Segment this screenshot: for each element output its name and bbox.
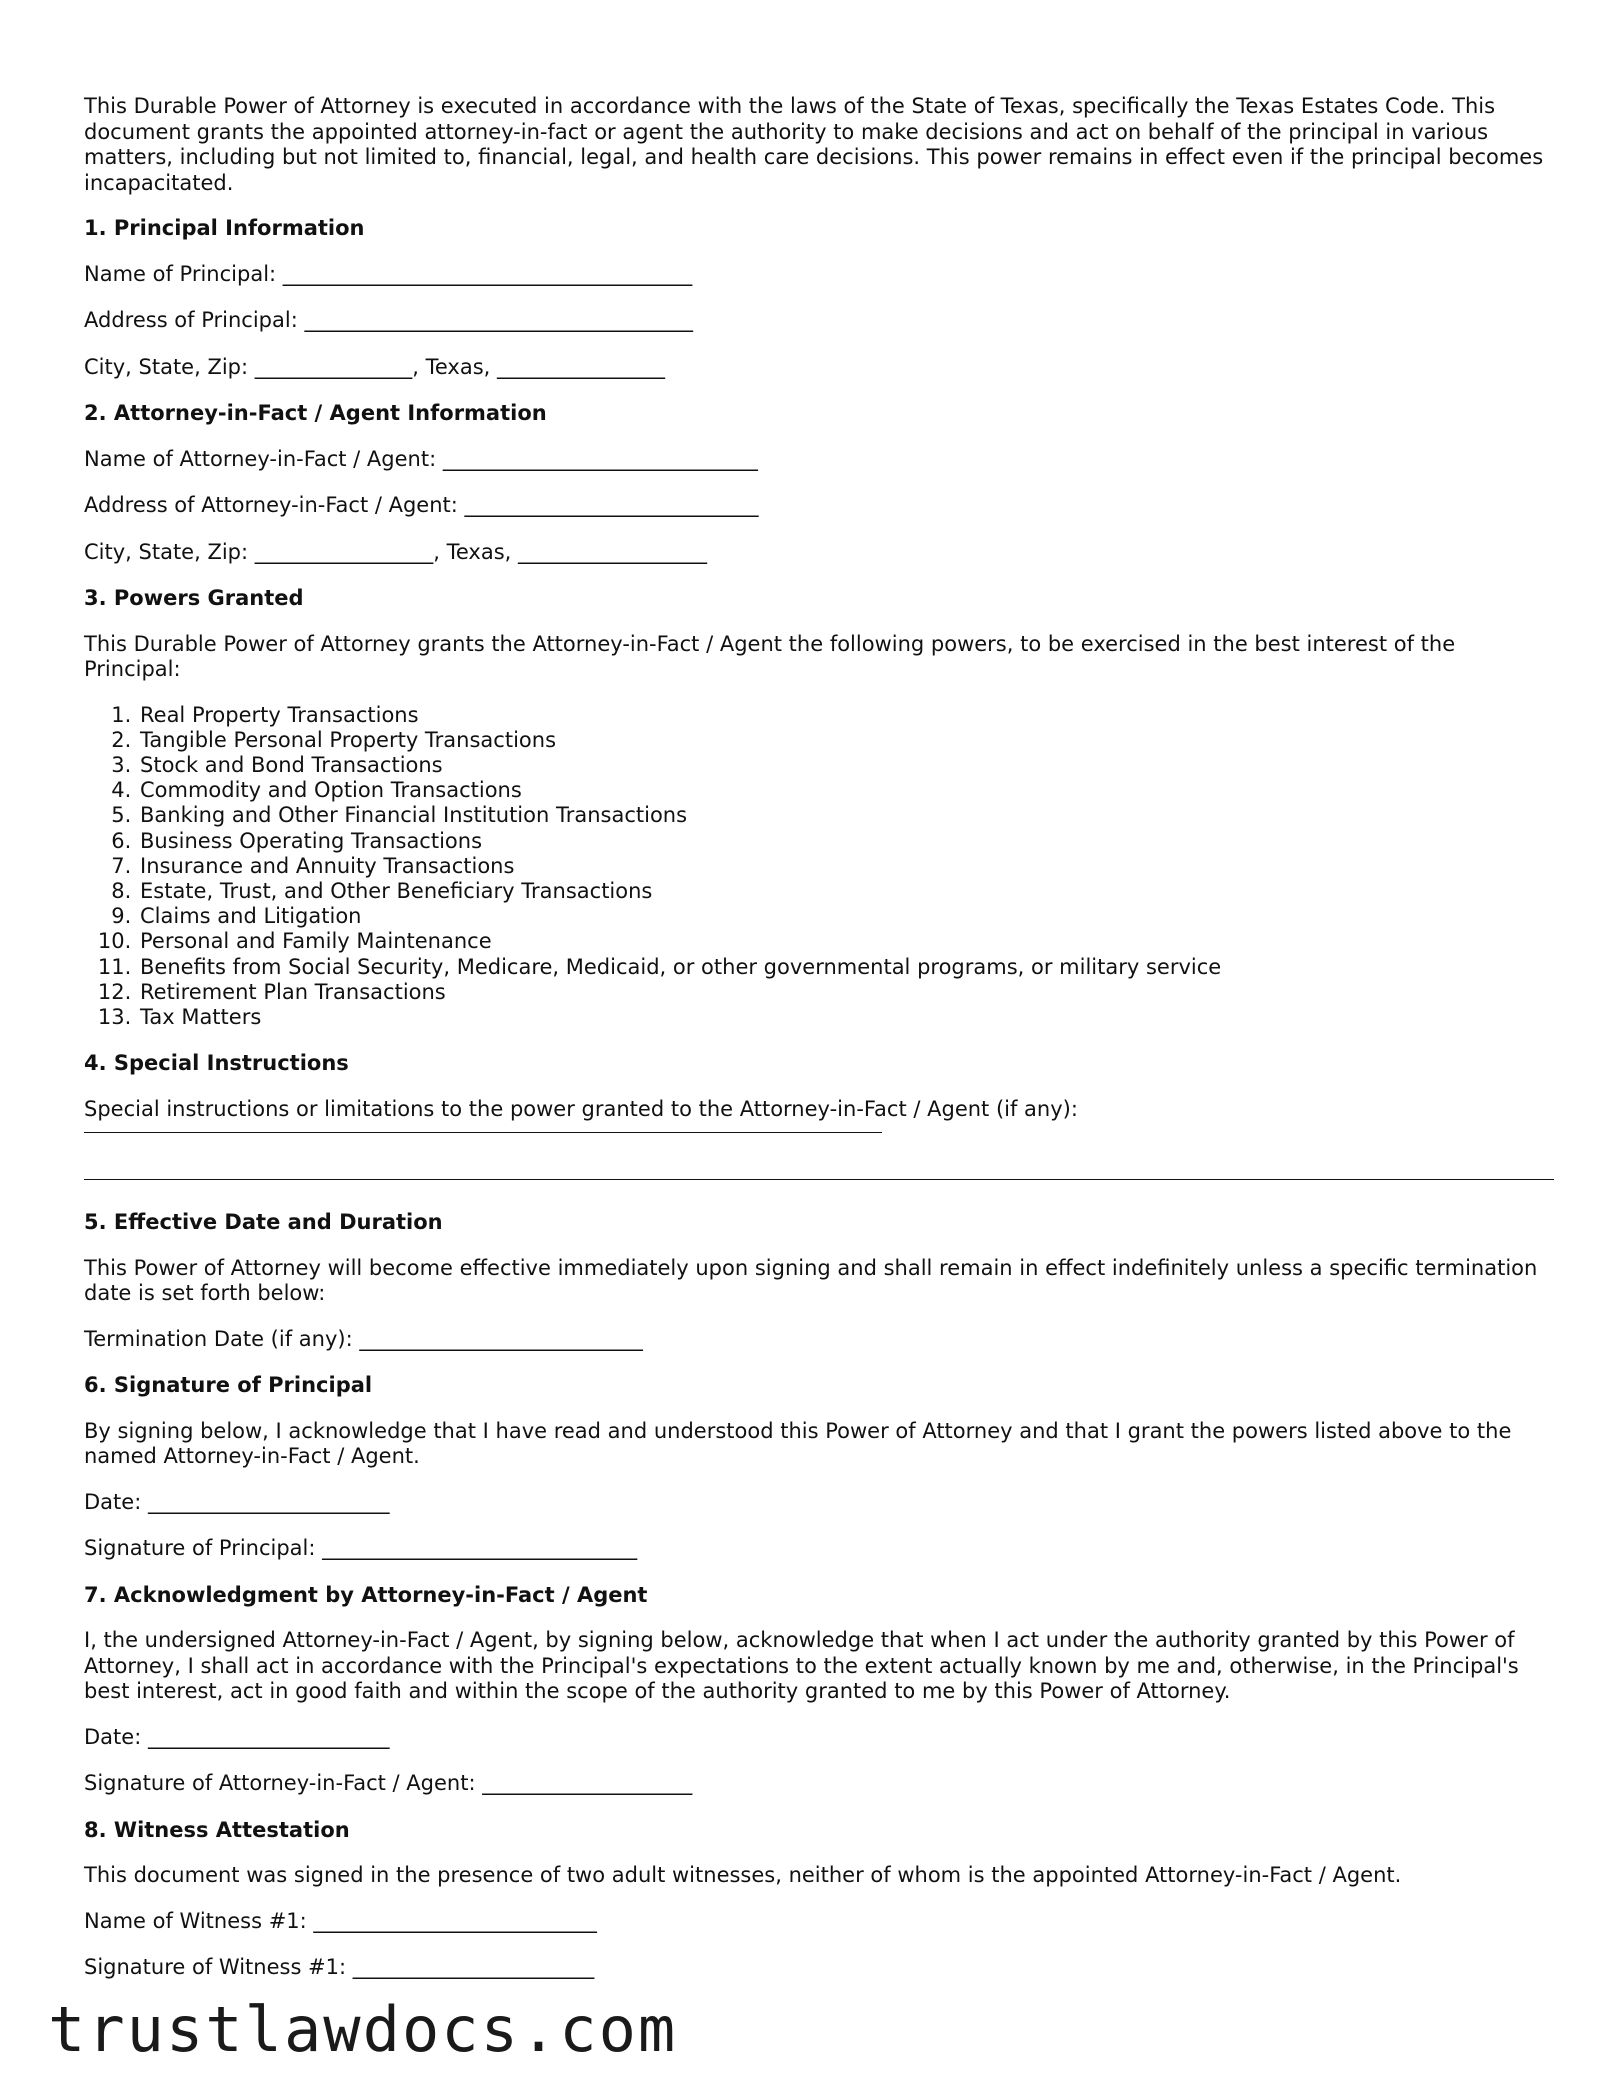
power-item: 4. Commodity and Option Transactions [138,778,1554,803]
power-item: 5. Banking and Other Financial Institution Transactions [138,803,1554,828]
section-5-heading: 5. Effective Date and Duration [84,1210,443,1235]
section-1-heading: 1. Principal Information [84,216,365,240]
intro-paragraph: This Durable Power of Attorney is executed in accordance with the laws of the State of Texas, specifically the Texas Estates Code. This document grants the appointed attorney-in-fact or agent the authority to make decisions and act on behalf of the principal in various matters, including but not limited to, financial, legal, and health care decisions. This power remains in effect even if the principal becomes incapacitated. [84,94,1544,195]
principal-name-field: Name of Principal: _______________________________________ [84,261,693,286]
power-item: 7. Insurance and Annuity Transactions [138,854,1554,879]
principal-city-field: City, State, Zip: _______________, Texas, ________________ [84,354,665,379]
witness-1-name-field: Name of Witness #1: ___________________________ [84,1908,597,1933]
site-watermark: trustlawdocs.com [48,1993,678,2066]
effective-date-text: This Power of Attorney will become effective immediately upon signing and shall remain in effect indefinitely unless a specific termination date is set forth below: [84,1255,1538,1306]
section-3-heading: 3. Powers Granted [84,586,304,610]
power-item: 13. Tax Matters [138,1005,1554,1030]
power-item: 3. Stock and Bond Transactions [138,753,1554,778]
powers-list [84,703,1554,1031]
document-body [84,94,1554,2002]
agent-signature-field: Signature of Attorney-in-Fact / Agent: ____________________ [84,1771,693,1796]
agent-address-field: Address of Attorney-in-Fact / Agent: ____________________________ [84,493,759,517]
power-item: 12. Retirement Plan Transactions [138,980,1554,1005]
agent-acknowledgment-text: I, the undersigned Attorney-in-Fact / Agent, by signing below, acknowledge that when I act under the authority granted by this Power of Attorney, I shall act in accordance with the Principal's expectations to the extent actually known by me and, otherwise, in the Principal's best interest, act in good faith and within the scope of the authority granted to me by this Power of Attorney. [84,1628,1519,1704]
termination-date-field: Termination Date (if any): ___________________________ [84,1326,643,1351]
powers-intro: This Durable Power of Attorney grants the Attorney-in-Fact / Agent the following powers, to be exercised in the best interest of the Principal: [84,631,1456,681]
power-item: 8. Estate, Trust, and Other Beneficiary Transactions [138,879,1554,904]
principal-acknowledgment-text: By signing below, I acknowledge that I have read and understood this Power of Attorney and that I grant the powers listed above to the named Attorney-in-Fact / Agent. [84,1418,1512,1469]
witness-1-signature-field: Signature of Witness #1: _______________________ [84,1955,595,1980]
section-7-heading: 7. Acknowledgment by Attorney-in-Fact / Agent [84,1582,648,1607]
section-8-heading: 8. Witness Attestation [84,1817,350,1842]
agent-date-field: Date: _______________________ [84,1724,390,1749]
witness-attestation-text: This document was signed in the presence of two adult witnesses, neither of whom is the appointed Attorney-in-Fact / Agent. [84,1863,1402,1888]
section-6-heading: 6. Signature of Principal [84,1373,373,1398]
principal-address-field: Address of Principal: _____________________________________ [84,308,693,332]
agent-name-field: Name of Attorney-in-Fact / Agent: ______________________________ [84,446,758,471]
principal-signature-field: Signature of Principal: ______________________________ [84,1536,638,1561]
power-item: 6. Business Operating Transactions [138,829,1554,854]
section-2-heading: 2. Attorney-in-Fact / Agent Information [84,401,547,425]
agent-city-field: City, State, Zip: _________________, Texas, __________________ [84,539,707,564]
power-item: 1. Real Property Transactions [138,703,1554,728]
power-item: 2. Tangible Personal Property Transactions [138,728,1554,753]
power-item: 9. Claims and Litigation [138,904,1554,929]
section-4-heading: 4. Special Instructions [84,1051,349,1076]
principal-date-field: Date: _______________________ [84,1489,390,1514]
special-instructions-text: Special instructions or limitations to the power granted to the Attorney-in-Fact / Agent (if any): [84,1096,1078,1121]
special-instructions-line [84,1122,882,1133]
special-instructions-line [84,1179,1554,1180]
power-item: 10. Personal and Family Maintenance [138,929,1554,954]
power-item: 11. Benefits from Social Security, Medicare, Medicaid, or other governmental programs, or military service [138,955,1554,980]
